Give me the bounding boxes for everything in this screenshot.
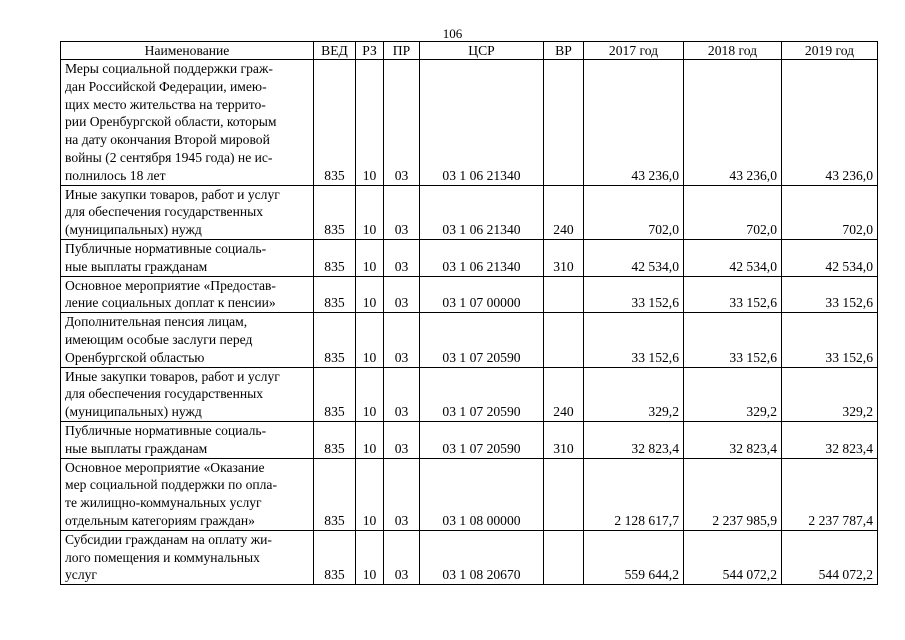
amount-2019-cell: 33 152,6 — [782, 313, 878, 367]
amount-2018-cell: 42 534,0 — [684, 239, 782, 276]
ved-cell: 835 — [314, 276, 356, 313]
vr-cell — [544, 60, 584, 186]
table-row — [61, 276, 878, 313]
amount-2017-cell: 329,2 — [584, 367, 684, 421]
pr-cell: 03 — [384, 367, 420, 421]
column-header-name: Наименование — [61, 42, 314, 60]
row-name-line: те жилищно-коммунальных услуг — [65, 495, 262, 511]
row-name-line: Основное мероприятие «Оказание — [65, 459, 265, 475]
row-name-line: дан Российской Федерации, имею- — [65, 78, 267, 94]
column-header-2019: 2019 год — [782, 42, 878, 60]
row-name-line: Публичные нормативные социаль- — [65, 422, 267, 438]
ved-cell: 835 — [314, 239, 356, 276]
amount-2018-cell: 33 152,6 — [684, 276, 782, 313]
rz-cell: 10 — [356, 60, 384, 186]
row-name-cell — [61, 530, 314, 584]
header-row — [61, 42, 878, 60]
row-name-line: (муниципальных) нужд — [65, 404, 202, 420]
csr-cell: 03 1 08 20670 — [420, 530, 544, 584]
row-name-line: отдельным категориям граждан» — [65, 512, 255, 528]
row-name-cell — [61, 313, 314, 367]
csr-cell: 03 1 06 21340 — [420, 185, 544, 239]
row-name-line: Основное мероприятие «Предостав- — [65, 277, 276, 293]
table-row — [61, 421, 878, 458]
pr-cell: 03 — [384, 313, 420, 367]
amount-2018-cell: 329,2 — [684, 367, 782, 421]
vr-cell — [544, 313, 584, 367]
pr-cell: 03 — [384, 530, 420, 584]
row-name-line: ные выплаты гражданам — [65, 258, 208, 274]
row-name-cell — [61, 185, 314, 239]
amount-2018-cell: 33 152,6 — [684, 313, 782, 367]
row-name-cell — [61, 239, 314, 276]
pr-cell: 03 — [384, 60, 420, 186]
amount-2018-cell: 702,0 — [684, 185, 782, 239]
amount-2019-cell: 33 152,6 — [782, 276, 878, 313]
rz-cell: 10 — [356, 185, 384, 239]
amount-2017-cell: 42 534,0 — [584, 239, 684, 276]
ved-cell: 835 — [314, 458, 356, 530]
table-row — [61, 239, 878, 276]
pr-cell: 03 — [384, 239, 420, 276]
row-name-line: Оренбургской областью — [65, 349, 205, 365]
table-row — [61, 530, 878, 584]
vr-cell: 310 — [544, 239, 584, 276]
table-row — [61, 458, 878, 530]
row-name-line: войны (2 сентября 1945 года) не ис- — [65, 149, 273, 165]
column-header-pr: ПР — [384, 42, 420, 60]
table-body — [61, 60, 878, 585]
ved-cell: 835 — [314, 367, 356, 421]
row-name-line: услуг — [65, 567, 97, 583]
row-name-line: полнилось 18 лет — [65, 167, 166, 183]
column-header-2018: 2018 год — [684, 42, 782, 60]
row-name-cell — [61, 421, 314, 458]
row-name-line: Публичные нормативные социаль- — [65, 240, 267, 256]
row-name-line: Иные закупки товаров, работ и услуг — [65, 368, 280, 384]
rz-cell: 10 — [356, 313, 384, 367]
amount-2019-cell: 329,2 — [782, 367, 878, 421]
amount-2018-cell: 32 823,4 — [684, 421, 782, 458]
row-name-line: ные выплаты гражданам — [65, 440, 208, 456]
pr-cell: 03 — [384, 421, 420, 458]
budget-table — [60, 41, 878, 585]
amount-2017-cell: 32 823,4 — [584, 421, 684, 458]
row-name-line: рии Оренбургской области, которым — [65, 114, 277, 130]
page-number: 106 — [442, 26, 463, 41]
vr-cell: 240 — [544, 185, 584, 239]
row-name-line: на дату окончания Второй мировой — [65, 132, 270, 148]
row-name-line: ление социальных доплат к пенсии» — [65, 295, 276, 311]
amount-2017-cell: 43 236,0 — [584, 60, 684, 186]
vr-cell — [544, 458, 584, 530]
csr-cell: 03 1 07 20590 — [420, 313, 544, 367]
table-row — [61, 185, 878, 239]
pr-cell: 03 — [384, 458, 420, 530]
amount-2017-cell: 33 152,6 — [584, 276, 684, 313]
column-header-ved: ВЕД — [314, 42, 356, 60]
csr-cell: 03 1 07 20590 — [420, 421, 544, 458]
csr-cell: 03 1 06 21340 — [420, 60, 544, 186]
vr-cell: 240 — [544, 367, 584, 421]
amount-2017-cell: 559 644,2 — [584, 530, 684, 584]
rz-cell: 10 — [356, 421, 384, 458]
rz-cell: 10 — [356, 367, 384, 421]
pr-cell: 03 — [384, 276, 420, 313]
column-header-rz: РЗ — [356, 42, 384, 60]
column-header-2017: 2017 год — [584, 42, 684, 60]
amount-2019-cell: 2 237 787,4 — [782, 458, 878, 530]
row-name-line: мер социальной поддержки по опла- — [65, 477, 277, 493]
row-name-cell — [61, 367, 314, 421]
vr-cell — [544, 276, 584, 313]
row-name-cell — [61, 458, 314, 530]
column-header-csr: ЦСР — [420, 42, 544, 60]
row-name-cell — [61, 276, 314, 313]
column-header-vr: ВР — [544, 42, 584, 60]
rz-cell: 10 — [356, 530, 384, 584]
table-row — [61, 313, 878, 367]
row-name-line: Меры социальной поддержки граж- — [65, 61, 273, 76]
row-name-line: Субсидии гражданам на оплату жи- — [65, 531, 272, 547]
row-name-line: лого помещения и коммунальных — [65, 549, 260, 565]
row-name-line: для обеспечения государственных — [65, 204, 264, 220]
row-name-line: Дополнительная пенсия лицам, — [65, 314, 248, 330]
ved-cell: 835 — [314, 313, 356, 367]
amount-2017-cell: 2 128 617,7 — [584, 458, 684, 530]
amount-2019-cell: 702,0 — [782, 185, 878, 239]
row-name-line: (муниципальных) нужд — [65, 222, 202, 238]
vr-cell — [544, 530, 584, 584]
csr-cell: 03 1 08 00000 — [420, 458, 544, 530]
amount-2019-cell: 43 236,0 — [782, 60, 878, 186]
csr-cell: 03 1 06 21340 — [420, 239, 544, 276]
row-name-line: имеющим особые заслуги перед — [65, 331, 253, 347]
csr-cell: 03 1 07 20590 — [420, 367, 544, 421]
ved-cell: 835 — [314, 60, 356, 186]
table-row — [61, 367, 878, 421]
ved-cell: 835 — [314, 421, 356, 458]
rz-cell: 10 — [356, 239, 384, 276]
ved-cell: 835 — [314, 185, 356, 239]
amount-2019-cell: 42 534,0 — [782, 239, 878, 276]
row-name-line: для обеспечения государственных — [65, 386, 264, 402]
row-name-line: Иные закупки товаров, работ и услуг — [65, 186, 280, 202]
amount-2018-cell: 43 236,0 — [684, 60, 782, 186]
amount-2018-cell: 544 072,2 — [684, 530, 782, 584]
ved-cell: 835 — [314, 530, 356, 584]
amount-2019-cell: 32 823,4 — [782, 421, 878, 458]
amount-2017-cell: 33 152,6 — [584, 313, 684, 367]
amount-2017-cell: 702,0 — [584, 185, 684, 239]
amount-2019-cell: 544 072,2 — [782, 530, 878, 584]
rz-cell: 10 — [356, 276, 384, 313]
amount-2018-cell: 2 237 985,9 — [684, 458, 782, 530]
rz-cell: 10 — [356, 458, 384, 530]
pr-cell: 03 — [384, 185, 420, 239]
vr-cell: 310 — [544, 421, 584, 458]
csr-cell: 03 1 07 00000 — [420, 276, 544, 313]
row-name-line: щих место жительства на террито- — [65, 96, 266, 112]
row-name-cell — [61, 60, 314, 186]
table-row — [61, 60, 878, 186]
